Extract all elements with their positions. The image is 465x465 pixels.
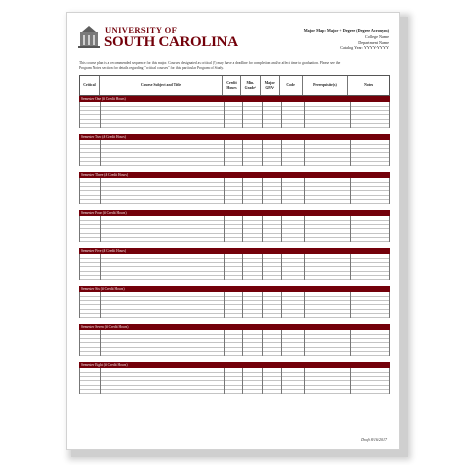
semester-header: Semester Two (# Credit Hours) bbox=[79, 134, 390, 140]
semester-rows bbox=[79, 140, 390, 166]
major-map-sheet bbox=[66, 12, 400, 450]
column-divider bbox=[262, 178, 263, 204]
column-divider bbox=[281, 216, 282, 242]
column-divider bbox=[242, 102, 243, 128]
column-divider bbox=[100, 254, 101, 280]
column-divider bbox=[224, 216, 225, 242]
column-divider bbox=[281, 140, 282, 166]
column-divider bbox=[100, 330, 101, 356]
column-divider bbox=[100, 102, 101, 128]
column-divider bbox=[224, 254, 225, 280]
university-name-top: UNIVERSITY OF bbox=[105, 25, 178, 35]
col-credit: Credit Hours bbox=[223, 76, 241, 95]
column-divider bbox=[242, 178, 243, 204]
column-divider bbox=[242, 292, 243, 318]
semester-block bbox=[79, 134, 390, 166]
semester-rows bbox=[79, 292, 390, 318]
semester-header: Semester Five (# Credit Hours) bbox=[79, 248, 390, 254]
column-divider bbox=[304, 254, 305, 280]
document-title: Major Map: Major + Degree (Degree Acronym) bbox=[303, 28, 389, 33]
col-notes: Notes bbox=[364, 83, 374, 88]
semester-header: Semester Eight (# Credit Hours) bbox=[79, 362, 390, 368]
semester-rows bbox=[79, 102, 390, 128]
semester-header: Semester Four (# Credit Hours) bbox=[79, 210, 390, 216]
column-divider bbox=[304, 140, 305, 166]
column-divider bbox=[262, 254, 263, 280]
column-divider bbox=[100, 140, 101, 166]
col-code: Code bbox=[280, 76, 303, 95]
column-divider bbox=[100, 178, 101, 204]
column-divider bbox=[304, 330, 305, 356]
column-divider bbox=[224, 368, 225, 394]
intro-line-1: This course plan is a recommended sequence for this major. Courses designated as critical (!) may have a deadline for completion and/or affect time to graduation. Please see the bbox=[79, 61, 341, 65]
semester-rows bbox=[79, 216, 390, 242]
column-divider bbox=[262, 292, 263, 318]
column-divider bbox=[350, 216, 351, 242]
column-header-row bbox=[79, 75, 390, 96]
semester-block bbox=[79, 286, 390, 318]
college-name: College Name bbox=[364, 33, 389, 39]
column-divider bbox=[262, 140, 263, 166]
column-divider bbox=[304, 178, 305, 204]
column-divider bbox=[281, 102, 282, 128]
column-divider bbox=[304, 102, 305, 128]
semester-header: Semester Six (# Credit Hours) bbox=[79, 286, 390, 292]
semester-block bbox=[79, 324, 390, 356]
column-divider bbox=[350, 178, 351, 204]
column-divider bbox=[224, 178, 225, 204]
column-divider bbox=[242, 216, 243, 242]
semester-header: Semester One (# Credit Hours) bbox=[79, 96, 390, 102]
semester-header: Semester Seven (# Credit Hours) bbox=[79, 324, 390, 330]
column-divider bbox=[262, 368, 263, 394]
column-divider bbox=[100, 292, 101, 318]
column-divider bbox=[224, 102, 225, 128]
column-divider bbox=[281, 254, 282, 280]
catalog-year: Catalog Year: YYYY-YYYY bbox=[340, 45, 389, 51]
column-divider bbox=[350, 102, 351, 128]
semester-header: Semester Three (# Credit Hours) bbox=[79, 172, 390, 178]
column-divider bbox=[350, 254, 351, 280]
column-divider bbox=[224, 292, 225, 318]
column-divider bbox=[262, 102, 263, 128]
column-divider bbox=[281, 330, 282, 356]
column-divider bbox=[304, 292, 305, 318]
column-divider bbox=[242, 140, 243, 166]
column-divider bbox=[350, 140, 351, 166]
column-divider bbox=[262, 330, 263, 356]
column-divider bbox=[304, 368, 305, 394]
col-course: Course Subject and Title bbox=[100, 76, 223, 95]
semester-block bbox=[79, 96, 390, 128]
col-prereq: Prerequisite(s) bbox=[303, 76, 349, 95]
column-divider bbox=[350, 330, 351, 356]
col-major-gpa: Major GPA² bbox=[261, 76, 280, 95]
university-seal-icon bbox=[77, 24, 101, 50]
semester-block bbox=[79, 210, 390, 242]
draft-date: Draft 8/16/2017 bbox=[361, 437, 387, 442]
col-min-grade: Min. Grade¹ bbox=[241, 76, 261, 95]
column-divider bbox=[100, 368, 101, 394]
semester-block bbox=[79, 172, 390, 204]
column-divider bbox=[242, 254, 243, 280]
column-divider bbox=[281, 292, 282, 318]
column-divider bbox=[262, 216, 263, 242]
column-divider bbox=[224, 330, 225, 356]
column-divider bbox=[304, 216, 305, 242]
department-name: Department Name bbox=[358, 39, 389, 45]
column-divider bbox=[281, 178, 282, 204]
semester-rows bbox=[79, 254, 390, 280]
column-divider bbox=[350, 292, 351, 318]
column-divider bbox=[350, 368, 351, 394]
intro-text bbox=[79, 61, 391, 71]
column-divider bbox=[281, 368, 282, 394]
semester-rows bbox=[79, 368, 390, 394]
column-divider bbox=[242, 368, 243, 394]
semester-rows bbox=[79, 330, 390, 356]
col-critical: Critical bbox=[80, 76, 100, 95]
column-divider bbox=[224, 140, 225, 166]
intro-line-2: Program Notes section for details regarding "critical courses" for this particular Program of Study. bbox=[79, 66, 224, 71]
column-divider bbox=[242, 330, 243, 356]
header-info bbox=[304, 28, 389, 51]
semester-rows bbox=[79, 178, 390, 204]
university-name-bottom: SOUTH CAROLINA bbox=[104, 34, 238, 50]
semester-block bbox=[79, 248, 390, 280]
column-divider bbox=[100, 216, 101, 242]
semester-block bbox=[79, 362, 390, 394]
